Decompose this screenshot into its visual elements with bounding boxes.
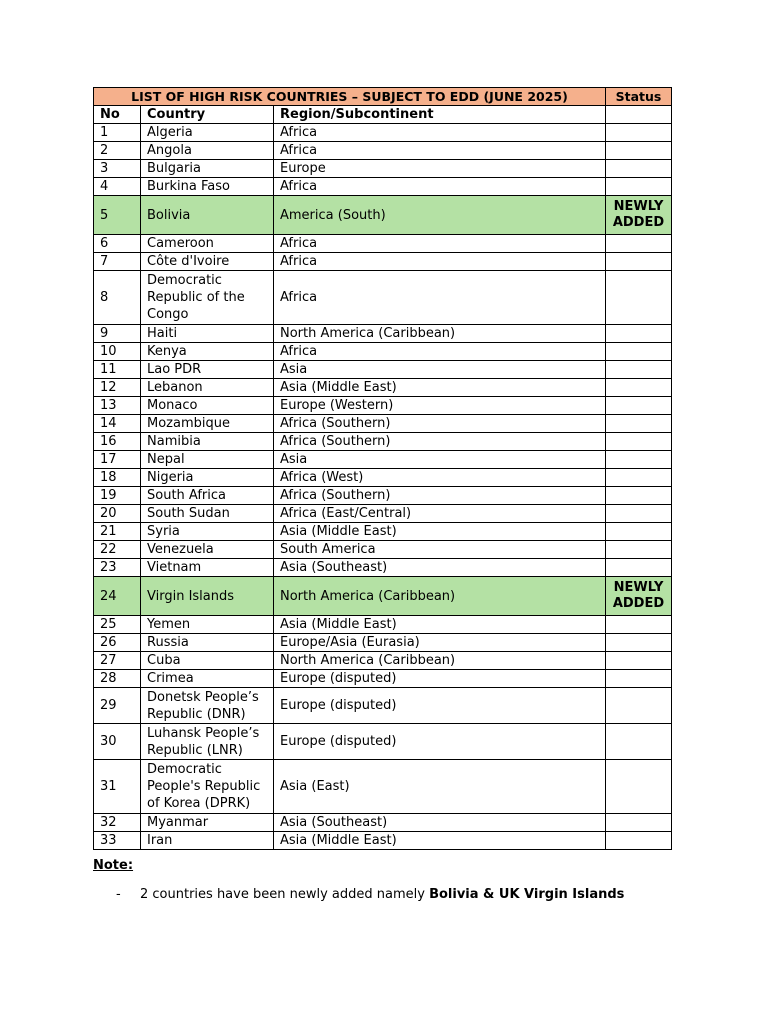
region-cell: Europe/Asia (Eurasia) [274, 634, 606, 652]
country-cell: South Africa [141, 487, 274, 505]
region-cell: Africa [274, 235, 606, 253]
table-row [94, 652, 672, 670]
country-cell: Virgin Islands [141, 577, 274, 616]
region-cell: Europe [274, 160, 606, 178]
note-bullet: - [116, 887, 121, 902]
country-cell: Côte d'Ivoire [141, 253, 274, 271]
row-number-cell: 6 [94, 235, 141, 253]
row-number-cell: 20 [94, 505, 141, 523]
table-title: LIST OF HIGH RISK COUNTRIES – SUBJECT TO EDD (JUNE 2025) [94, 88, 606, 106]
country-cell: Iran [141, 832, 274, 850]
region-cell: Africa [274, 178, 606, 196]
status-cell: NEWLY ADDED [606, 577, 672, 616]
table-row [94, 343, 672, 361]
row-number-cell: 13 [94, 397, 141, 415]
status-cell [606, 652, 672, 670]
region-cell: Africa [274, 124, 606, 142]
region-cell: Africa [274, 142, 606, 160]
table-title-row [94, 88, 672, 106]
status-cell [606, 541, 672, 559]
table-row [94, 505, 672, 523]
row-number-cell: 4 [94, 178, 141, 196]
row-number-cell: 29 [94, 688, 141, 724]
country-cell: Luhansk People’s Republic (LNR) [141, 724, 274, 760]
region-cell: Asia (Southeast) [274, 814, 606, 832]
region-cell: Asia (Middle East) [274, 832, 606, 850]
no-column-header: No [94, 106, 141, 124]
status-cell [606, 670, 672, 688]
country-cell: Mozambique [141, 415, 274, 433]
row-number-cell: 23 [94, 559, 141, 577]
row-number-cell: 33 [94, 832, 141, 850]
table-row [94, 160, 672, 178]
region-cell: Africa (Southern) [274, 415, 606, 433]
country-cell: Burkina Faso [141, 178, 274, 196]
country-cell: South Sudan [141, 505, 274, 523]
region-cell: Africa (East/Central) [274, 505, 606, 523]
table-row [94, 397, 672, 415]
note-title: Note: [93, 858, 134, 873]
region-cell: Asia [274, 361, 606, 379]
status-cell [606, 160, 672, 178]
region-cell: Europe (Western) [274, 397, 606, 415]
row-number-cell: 2 [94, 142, 141, 160]
status-column-header: Status [606, 88, 672, 106]
row-number-cell: 25 [94, 616, 141, 634]
table-row [94, 235, 672, 253]
table-row [94, 469, 672, 487]
row-number-cell: 21 [94, 523, 141, 541]
country-cell: Angola [141, 142, 274, 160]
table-row [94, 760, 672, 814]
row-number-cell: 10 [94, 343, 141, 361]
region-cell: Africa [274, 253, 606, 271]
row-number-cell: 22 [94, 541, 141, 559]
table-row [94, 814, 672, 832]
note-item [116, 887, 624, 902]
country-cell: Lao PDR [141, 361, 274, 379]
table-row [94, 832, 672, 850]
row-number-cell: 12 [94, 379, 141, 397]
region-cell: Europe (disputed) [274, 724, 606, 760]
table-row [94, 325, 672, 343]
table-body [94, 88, 672, 850]
country-cell: Namibia [141, 433, 274, 451]
status-cell [606, 271, 672, 325]
region-cell: Europe (disputed) [274, 670, 606, 688]
status-cell [606, 142, 672, 160]
table-row [94, 670, 672, 688]
region-cell: North America (Caribbean) [274, 577, 606, 616]
country-cell: Democratic Republic of the Congo [141, 271, 274, 325]
row-number-cell: 30 [94, 724, 141, 760]
country-cell: Cuba [141, 652, 274, 670]
status-cell [606, 814, 672, 832]
status-cell [606, 451, 672, 469]
region-cell: Asia (Middle East) [274, 616, 606, 634]
table-row [94, 487, 672, 505]
region-cell: Africa [274, 343, 606, 361]
country-cell: Vietnam [141, 559, 274, 577]
table-header-row [94, 106, 672, 124]
row-number-cell: 11 [94, 361, 141, 379]
status-header-blank [606, 106, 672, 124]
region-cell: North America (Caribbean) [274, 652, 606, 670]
high-risk-countries-table [93, 87, 672, 850]
country-cell: Bulgaria [141, 160, 274, 178]
region-cell: Asia (East) [274, 760, 606, 814]
region-cell: Asia [274, 451, 606, 469]
country-cell: Lebanon [141, 379, 274, 397]
region-cell: Asia (Middle East) [274, 379, 606, 397]
region-cell: Africa (Southern) [274, 487, 606, 505]
table-row [94, 688, 672, 724]
region-cell: Europe (disputed) [274, 688, 606, 724]
status-cell [606, 253, 672, 271]
table-row [94, 541, 672, 559]
country-cell: Monaco [141, 397, 274, 415]
region-cell: Asia (Middle East) [274, 523, 606, 541]
table-row [94, 253, 672, 271]
status-cell [606, 379, 672, 397]
status-cell [606, 616, 672, 634]
row-number-cell: 14 [94, 415, 141, 433]
row-number-cell: 3 [94, 160, 141, 178]
status-cell [606, 832, 672, 850]
table-row [94, 577, 672, 616]
status-cell [606, 559, 672, 577]
row-number-cell: 18 [94, 469, 141, 487]
status-cell [606, 760, 672, 814]
row-number-cell: 5 [94, 196, 141, 235]
region-column-header: Region/Subcontinent [274, 106, 606, 124]
status-cell [606, 433, 672, 451]
table-row [94, 415, 672, 433]
country-cell: Donetsk People’s Republic (DNR) [141, 688, 274, 724]
row-number-cell: 31 [94, 760, 141, 814]
region-cell: Africa (Southern) [274, 433, 606, 451]
table-row [94, 451, 672, 469]
row-number-cell: 16 [94, 433, 141, 451]
table-row [94, 379, 672, 397]
note-text: 2 countries have been newly added namely [140, 887, 430, 902]
row-number-cell: 27 [94, 652, 141, 670]
status-cell [606, 415, 672, 433]
status-cell [606, 178, 672, 196]
table-row [94, 142, 672, 160]
country-cell: Democratic People's Republic of Korea (DPRK) [141, 760, 274, 814]
country-cell: Algeria [141, 124, 274, 142]
status-cell: NEWLY ADDED [606, 196, 672, 235]
row-number-cell: 24 [94, 577, 141, 616]
status-cell [606, 634, 672, 652]
row-number-cell: 26 [94, 634, 141, 652]
row-number-cell: 19 [94, 487, 141, 505]
country-cell: Yemen [141, 616, 274, 634]
row-number-cell: 1 [94, 124, 141, 142]
country-cell: Crimea [141, 670, 274, 688]
row-number-cell: 17 [94, 451, 141, 469]
country-cell: Haiti [141, 325, 274, 343]
table-row [94, 616, 672, 634]
region-cell: Asia (Southeast) [274, 559, 606, 577]
row-number-cell: 7 [94, 253, 141, 271]
note-text-bold: Bolivia & UK Virgin Islands [429, 887, 625, 902]
status-cell [606, 124, 672, 142]
status-cell [606, 469, 672, 487]
status-cell [606, 505, 672, 523]
table-row [94, 634, 672, 652]
row-number-cell: 8 [94, 271, 141, 325]
country-cell: Russia [141, 634, 274, 652]
table-row [94, 178, 672, 196]
table-row [94, 361, 672, 379]
country-cell: Cameroon [141, 235, 274, 253]
country-column-header: Country [141, 106, 274, 124]
country-cell: Venezuela [141, 541, 274, 559]
country-cell: Myanmar [141, 814, 274, 832]
row-number-cell: 32 [94, 814, 141, 832]
country-cell: Nigeria [141, 469, 274, 487]
region-cell: Africa [274, 271, 606, 325]
table-row [94, 559, 672, 577]
country-cell: Syria [141, 523, 274, 541]
table-row [94, 196, 672, 235]
status-cell [606, 325, 672, 343]
region-cell: North America (Caribbean) [274, 325, 606, 343]
status-cell [606, 343, 672, 361]
country-cell: Bolivia [141, 196, 274, 235]
country-cell: Kenya [141, 343, 274, 361]
table-row [94, 523, 672, 541]
region-cell: America (South) [274, 196, 606, 235]
country-cell: Nepal [141, 451, 274, 469]
row-number-cell: 28 [94, 670, 141, 688]
status-cell [606, 487, 672, 505]
status-cell [606, 361, 672, 379]
table-row [94, 124, 672, 142]
region-cell: South America [274, 541, 606, 559]
status-cell [606, 523, 672, 541]
status-cell [606, 235, 672, 253]
status-cell [606, 397, 672, 415]
region-cell: Africa (West) [274, 469, 606, 487]
status-cell [606, 724, 672, 760]
table-row [94, 724, 672, 760]
status-cell [606, 688, 672, 724]
table-row [94, 433, 672, 451]
row-number-cell: 9 [94, 325, 141, 343]
table-row [94, 271, 672, 325]
